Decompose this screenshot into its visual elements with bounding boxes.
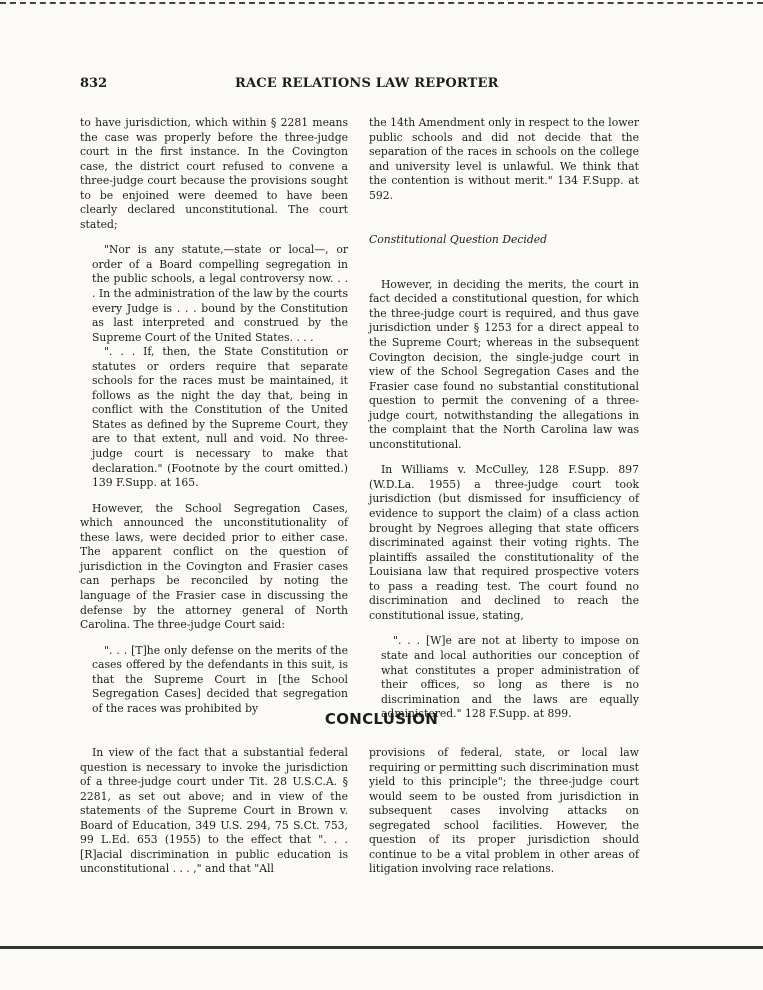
right-column (369, 116, 639, 722)
conclusion-heading: CONCLUSION (324, 710, 439, 728)
paragraph: However, in deciding the merits, the court in fact decided a constitutional question, for which the three-judge court is required, and thus gave jurisdiction under § 1253 for a direct appeal to the Supreme Court; whereas in the subsequent Covington decision, the single-judge court in view of the School Segregation Cases and the Frasier case found no substantial constitutional question to permit the convening of a three-judge court, notwithstanding the allegations in the complaint that the North Carolina law was unconstitutional. (369, 277, 639, 451)
page-number: 832 (80, 76, 108, 91)
page-header (80, 76, 680, 96)
block-quote: ". . . If, then, the State Constitution or statutes or orders require that separate schools for the races must be maintained, it follows as the night the day that, being in conflict with the Constitution of the United States as defined by the Supreme Court, they are to that extent, null and void. No three-judge court is necessary to make that declaration." (Footnote by the court omitted.) 139 F.Supp. at 165. (92, 345, 348, 490)
block-quote: ". . . [T]he only defense on the merits of the cases offered by the defendants in this suit, is that the Supreme Court in [the School Segregation Cases] decided that segregation of the races was prohibited by (92, 643, 348, 715)
block-quote: "Nor is any statute,—state or local—, or order of a Board compelling segregation in the public schools, a legal controversy now. . . . In the administration of the law by the courts every Judge is . . . bound by the Constitution as last interpreted and construed by the Supreme Court of the United States. . . . (92, 243, 348, 344)
running-head: RACE RELATIONS LAW REPORTER (235, 76, 499, 91)
paragraph: provisions of federal, state, or local law requiring or permitting such discrimination must yield to this principle"; the three-judge court would seem to be ousted from jurisdiction in subsequent cases involving attacks on segregated school facilities. However, the question of its proper jurisdiction should continue to be a vital problem in other areas of litigation involving race relations. (369, 746, 639, 876)
paragraph: In Williams v. McCulley, 128 F.Supp. 897 (W.D.La. 1955) a three-judge court took jurisdiction (but dismissed for insufficiency of evidence to support the claim) of a class action brought by Negroes alleging that state officers discriminated against their voting rights. The plaintiffs assailed the constitutionality of the Louisiana law that required prospective voters to pass a reading test. The court found no discrimination and declined to reach the constitutional issue, stating, (369, 463, 639, 622)
paragraph: However, the School Segregation Cases, which announced the unconstitutionality of these laws, were decided prior to either case. The apparent conflict on the question of jurisdiction in the Covington and Frasier cases can perhaps be reconciled by noting the language of the Frasier case in discussing the defense by the attorney general of North Carolina. The three-judge Court said: (80, 501, 348, 632)
paragraph: In view of the fact that a substantial federal question is necessary to invoke the jurisdiction of a three-judge court under Tit. 28 U.S.C.A. § 2281, as set out above; and in view of the statements of the Supreme Court in Brown v. Board of Education, 349 U.S. 294, 75 S.Ct. 753, 99 L.Ed. 653 (1955) to the effect that ". . . [R]acial discrimination in public education is unconstitutional . . . ," and that "All (80, 746, 348, 876)
section-subheading: Constitutional Question Decided (369, 233, 548, 247)
paragraph: to have jurisdiction, which within § 2281 means the case was properly before the three-judge court in the first instance. In the Covington case, the district court refused to convene a three-judge court because the provisions sought to be enjoined were deemed to have been clearly declared unconstitutional. The court stated; (80, 116, 348, 231)
conclusion-left-column (80, 746, 348, 877)
bottom-border (0, 946, 763, 949)
block-quote-continued: the 14th Amendment only in respect to the lower public schools and did not decide that the separation of the races in schools on the college and university level is unlawful. We think that the contention is without merit." 134 F.Supp. at 592. (369, 116, 639, 202)
top-border (0, 2, 763, 4)
left-column (80, 116, 348, 716)
conclusion-right-column (369, 746, 639, 877)
block-quote: ". . . [W]e are not at liberty to impose on state and local authorities our conception of what constitutes a proper administration of their offices, so long as there is no discrimination and the laws are equally administered." 128 F.Supp. at 899. (381, 634, 639, 721)
